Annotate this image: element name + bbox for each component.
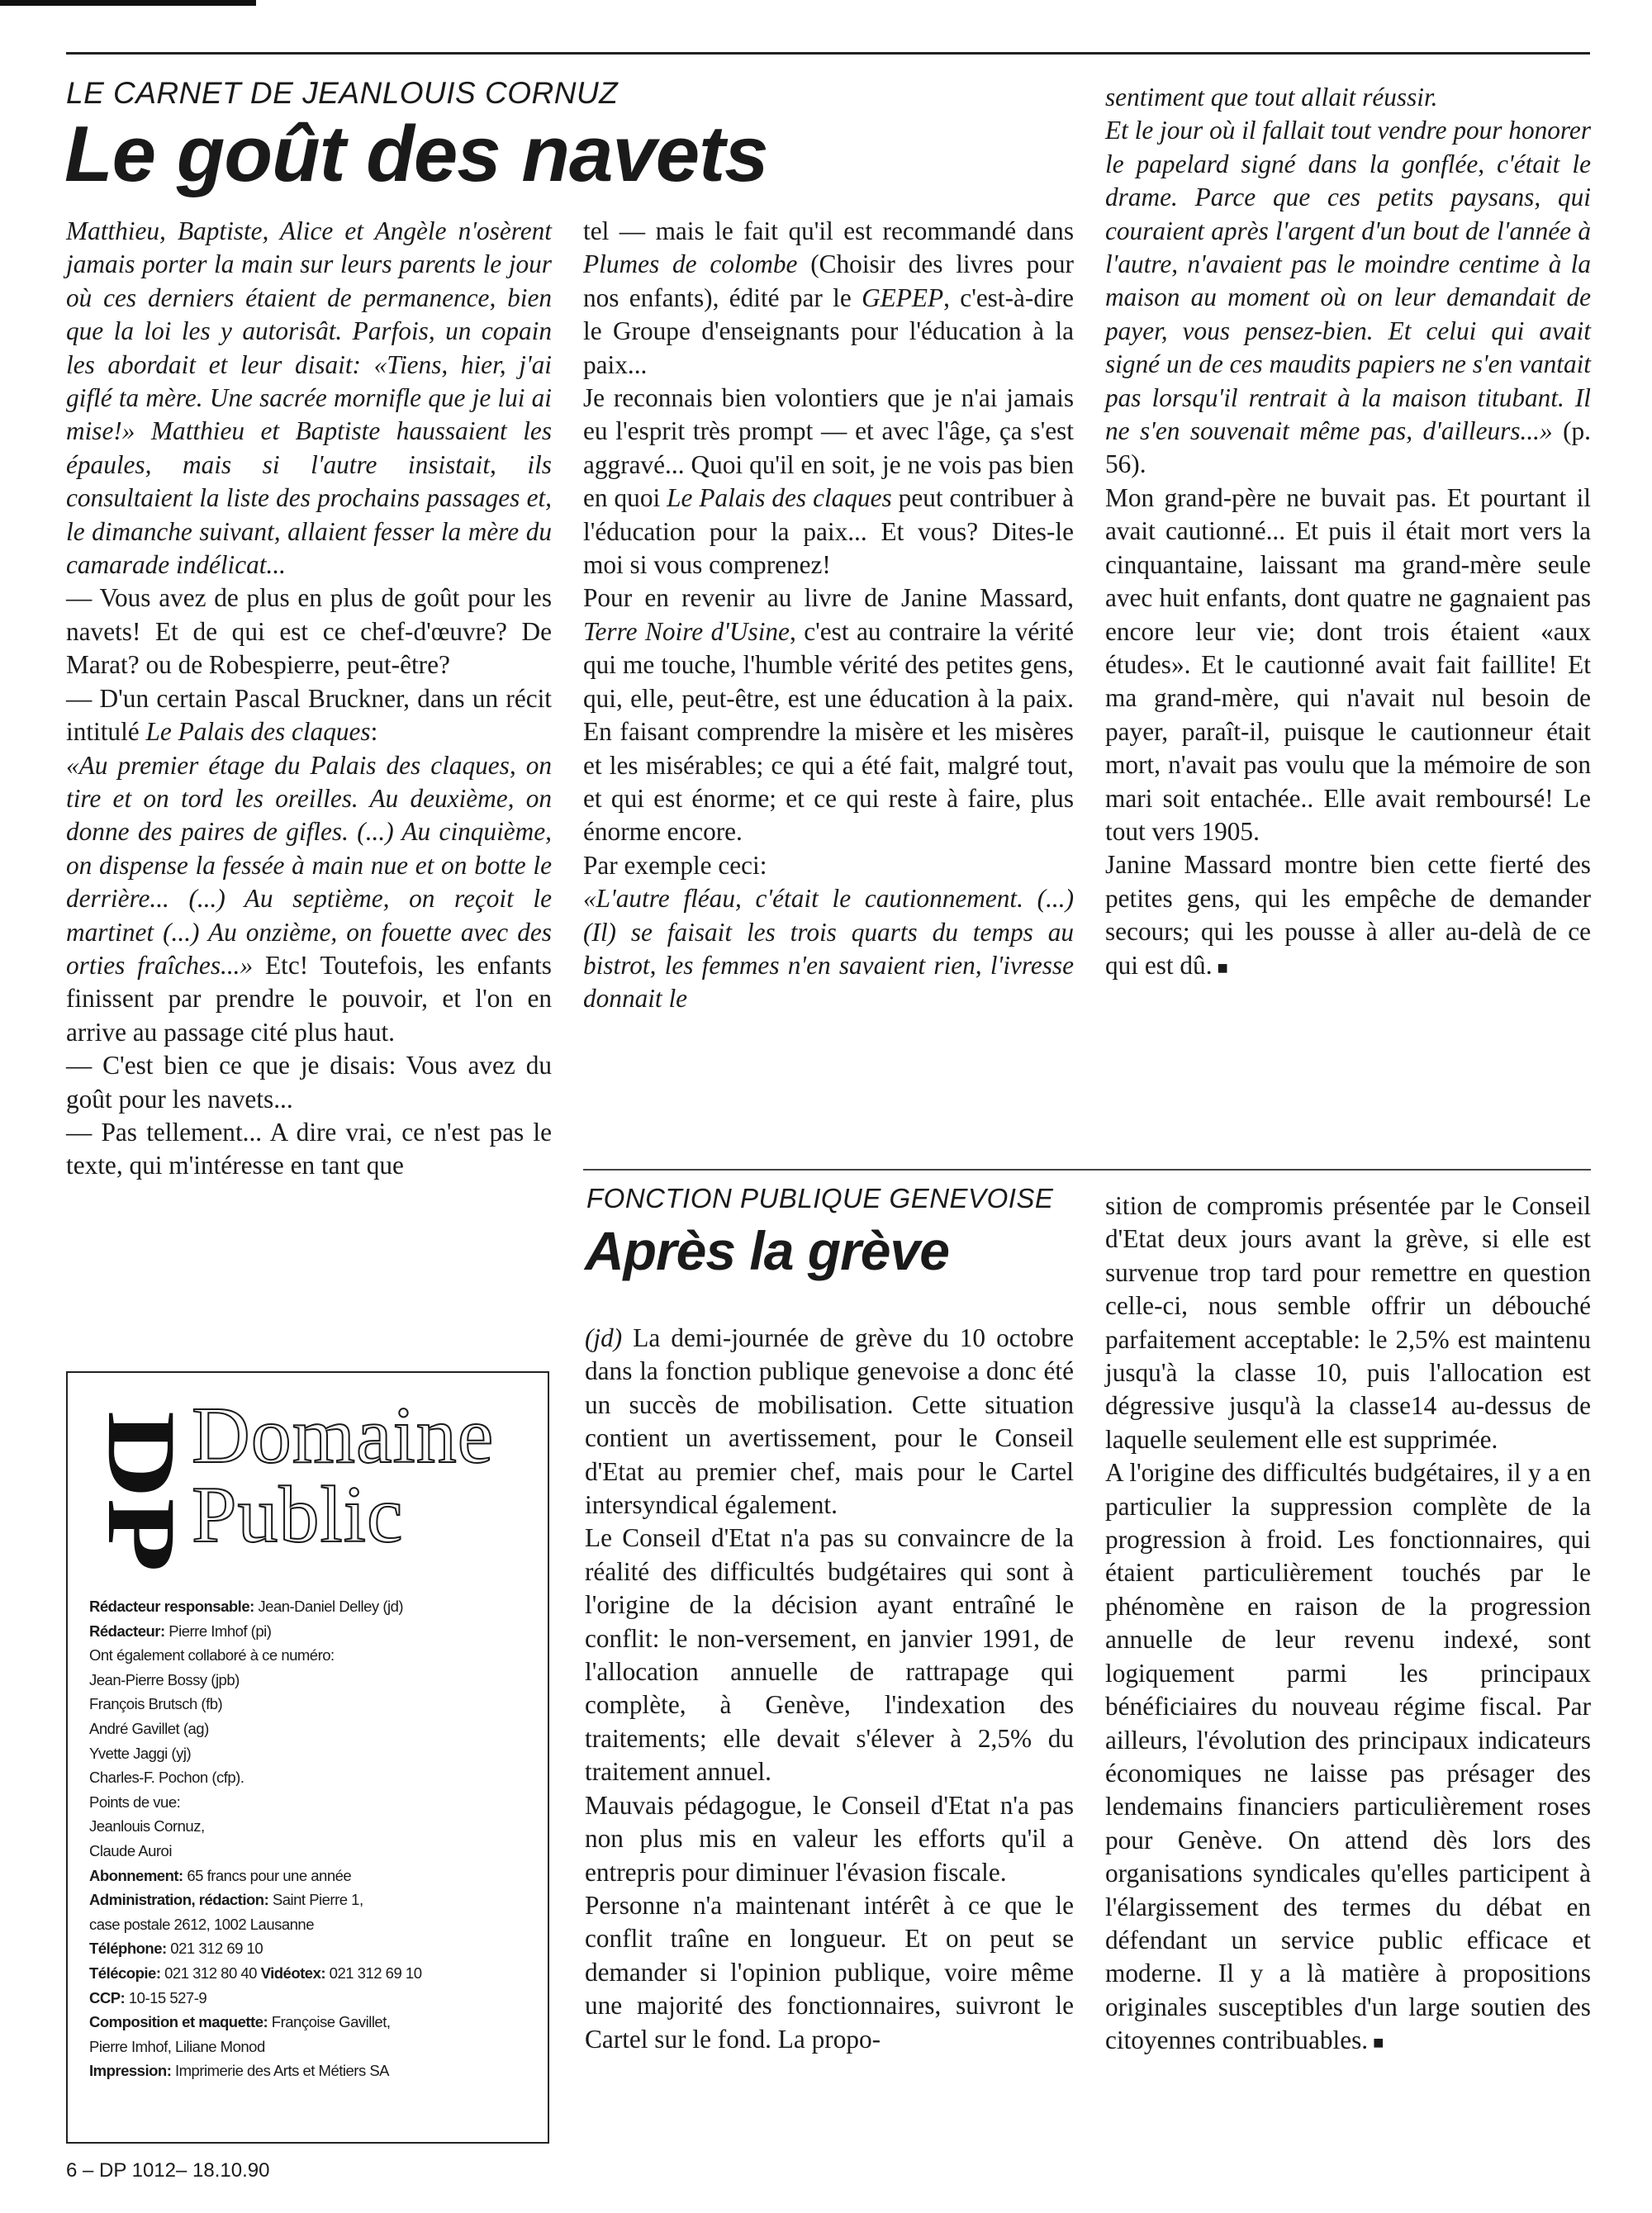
- credit-value: 65 francs pour une année: [183, 1866, 352, 1884]
- paragraph: Mauvais pédagogue, le Conseil d'Etat n'a pas non plus mis en valeur les efforts qu'il a entrepris pour diminuer l'évasion fiscale.: [585, 1790, 1074, 1887]
- text-run: — Pas tellement... A dire vrai, ce n'est pas le texte, qui m'intéresse en tant que: [66, 1117, 552, 1180]
- paragraph: [66, 582, 552, 681]
- credit-line: [89, 1912, 535, 1937]
- credit-line: [89, 1814, 535, 1839]
- italic-text: «Au premier étage du Palais des claques, on tire et on tord les oreilles. Au deuxième, on donne des paires de gifles. (...) Au cinquième, on dispense la fessée à main nue et on botte le derrière... (...) Au septième, on reçoit le martinet (...) Au onzième, on fouette avec des orties fraîches...»: [66, 750, 552, 980]
- text-run: (Choisir des livres pour nos enfants), édité par le: [583, 249, 1074, 312]
- masthead-box: [66, 1371, 549, 2144]
- credit-value: Imprimerie des Arts et Métiers SA: [171, 2062, 390, 2080]
- credit-label: Vidéotex:: [260, 1964, 326, 1982]
- article2-column-2: [1105, 1190, 1591, 2060]
- credit-line: [89, 1765, 535, 1790]
- credit-line: [89, 1936, 535, 1961]
- text-run: — Vous avez de plus en plus de goût pour les navets! Et de qui est ce chef-d'œuvre? De Marat? ou de Robespierre, peut-être?: [66, 583, 552, 680]
- paragraph: sition de compromis présentée par le Conseil d'Etat deux jours avant la grève, si elle est survenue trop tard pour remettre en question celle-ci, nous semble offrir un débouché parfaitement acceptable: le 2,5% est maintenu jusqu'à la classe 10, puis l'allocation est dégressive jusqu'à la classe14 au-dessus de laquelle seulement elle est supprimée.: [1105, 1191, 1591, 1454]
- masthead-title-line2: Public: [192, 1470, 404, 1560]
- credit-value: François Brutsch (fb): [89, 1695, 223, 1713]
- text-run: :: [370, 717, 378, 747]
- paragraph: Le Conseil d'Etat n'a pas su convaincre de la réalité des difficultés budgétaires qui sont à l'origine de la décision ayant entraîné le conflit: le non-versement, en janvier 1991, de l'allocation annuelle de rattrapage qui complète, à Genève, l'indexation des traitements; elle devait s'élever à 2,5% du traitement annuel.: [585, 1523, 1074, 1787]
- paragraph: [66, 1049, 552, 1116]
- credit-value: case postale 2612, 1002 Lausanne: [89, 1915, 315, 1933]
- credit-value: 10-15 527-9: [125, 1988, 207, 2006]
- paragraph: [66, 215, 552, 582]
- page-ref: (p. 56).: [1105, 416, 1591, 479]
- article2-kicker: FONCTION PUBLIQUE GENEVOISE: [586, 1183, 1054, 1213]
- article2-title: Après la grève: [585, 1220, 949, 1281]
- text-run: La demi-journée de grève du 10 octobre dans la fonction publique genevoise a donc été un succès de mobilisation. Cette situation contient un avertissement, pour le Conseil d'Etat au premier chef, mais pour le Cartel intersyndical également.: [585, 1323, 1074, 1520]
- top-rule: [66, 52, 1590, 55]
- paragraph: A l'origine des difficultés budgétaires, il y a en particulier la suppression complète de la progression à froid. Les fonctionnaires, qui étaient particulièrement touchés par le phénomène en raison de la progression annuelle de leur revenu indexé, sont logiquement parmi les principaux bénéficiaires du nouveau régime fiscal. Par ailleurs, l'évolution des principaux indicateurs économiques ne laisse pas présager des lendemains financiers particulièrement roses pour Genève. On attend dès lors des organisations syndicales qu'elles participent à l'élargissement des termes du débat en défendant un service public efficace et moderne. Il y a là matière à propositions originales susceptibles d'un large soutien des citoyennes contribuables.: [1105, 1458, 1591, 2055]
- credit-line: [89, 1643, 535, 1668]
- credit-label: Rédacteur:: [89, 1622, 165, 1640]
- text-run: Je reconnais bien volontiers que je n'ai jamais eu l'esprit très prompt — et avec l'âge, ça s'est aggravé... Quoi qu'il en soit, je ne vois pas bien en quoi: [583, 383, 1074, 513]
- credit-value: Pierre Imhof (pi): [164, 1622, 272, 1640]
- credit-line: [89, 1741, 535, 1766]
- credit-line: [89, 1692, 535, 1717]
- text-run: peut contribuer à l'éducation pour la paix... Et vous? Dites-le moi si vous comprenez!: [583, 483, 1075, 580]
- text-run: — C'est bien ce que je disais: Vous avez du goût pour les navets...: [66, 1051, 552, 1114]
- article1-kicker: LE CARNET DE JEANLOUIS CORNUZ: [66, 76, 619, 110]
- credit-value: Ont également collaboré à ce numéro:: [89, 1646, 335, 1664]
- paragraph: [66, 1116, 552, 1183]
- quote-paragraph: «L'autre fléau, c'était le cautionnement. (...) (Il) se faisait les trois quarts du temps au bistrot, les femmes n'en savaient rien, l'ivresse donnait le: [583, 884, 1074, 1014]
- book-title: Terre Noire d'Usine: [583, 616, 790, 646]
- acronym: GEPEP: [862, 283, 944, 312]
- credit-value: 021 312 69 10: [325, 1964, 422, 1982]
- credit-line: [89, 1668, 535, 1693]
- masthead-title-line1: Domaine: [192, 1391, 495, 1480]
- top-edge-bar: [0, 0, 256, 6]
- end-mark: ■: [1217, 957, 1228, 978]
- page-footer: 6 – DP 1012– 18.10.90: [66, 2159, 270, 2182]
- book-title: Le Palais des claques: [667, 483, 892, 513]
- article2-column-1: [585, 1322, 1074, 2056]
- credit-value: Jean-Pierre Bossy (jpb): [89, 1670, 240, 1688]
- credit-value: Claude Auroi: [89, 1841, 172, 1859]
- credit-line: [89, 1961, 535, 1986]
- credit-line: [89, 1790, 535, 1815]
- end-mark: ■: [1373, 2032, 1384, 2054]
- italic-text: Matthieu, Baptiste, Alice et Angèle n'osèrent jamais porter la main sur leurs parents le jour où ces derniers étaient de permanence, bien que la loi les y autorisât. Parfois, un copain les abordait et leur disait: «Tiens, hier, j'ai giflé ta mère. Une sacrée mornifle que je lui ai mise!» Matthieu et Baptiste haussaient les épaules, mais si l'autre insistait, ils consultaient la liste des prochains passages et, le dimanche suivant, allaient fesser la mère du camarade indélicat...: [66, 216, 552, 580]
- article1-column-1: [66, 215, 552, 1183]
- paragraph: [66, 749, 552, 1050]
- author-initials: (jd): [585, 1323, 623, 1352]
- masthead-credits: [89, 1594, 535, 2083]
- text-run: , c'est au contraire la vérité qui me touche, l'humble vérité des petites gens, qui, elle, peut-être, est une éducation à la paix. En faisant comprendre la misère et les misères et les misérables; ce qui a été fait, malgré tout, et qui est énorme; et ce qui reste à faire, plus énorme encore.: [583, 616, 1074, 847]
- quote-text: Et le jour où il fallait tout vendre pour honorer le papelard signé dans la gonflée, c'était le drame. Parce que ces petits paysans, qui couraient après l'argent d'un bout de l'année à l'autre, n'avaient pas le moindre centime à la maison au moment où on leur demandait de payer, vous pensez-bien. Et celui qui avait signé un de ces maudits papiers ne s'en vantait pas lorsqu'il rentrait à la maison titubant. Il ne s'en souvenait même pas, d'ailleurs...»: [1105, 116, 1591, 446]
- credit-value: Yvette Jaggi (yj): [89, 1744, 192, 1762]
- credit-label: Composition et maquette:: [89, 2013, 268, 2031]
- credit-label: Administration, rédaction:: [89, 1891, 269, 1909]
- credit-line: [89, 2010, 535, 2035]
- paragraph: [66, 682, 552, 749]
- credit-value: Saint Pierre 1,: [268, 1891, 363, 1909]
- text-run: Pour en revenir au livre de Janine Massard,: [583, 583, 1074, 613]
- article1-column-3: [1105, 81, 1591, 985]
- credit-line: [89, 1594, 535, 1619]
- credit-label: Abonnement:: [89, 1866, 183, 1884]
- book-title: Plumes de colombe: [583, 249, 798, 279]
- credit-line: [89, 1864, 535, 1888]
- text-run: tel — mais le fait qu'il est recommandé dans: [583, 216, 1074, 245]
- dp-logo-letters: DP: [88, 1411, 196, 1541]
- credit-line: [89, 1986, 535, 2011]
- text-run: — D'un certain Pascal Bruckner, dans un récit intitulé: [66, 683, 552, 747]
- masthead-title: [192, 1391, 495, 1560]
- article2-top-rule: [583, 1169, 1591, 1171]
- quote-paragraph: sentiment que tout allait réussir.: [1105, 83, 1438, 112]
- article1-title: Le goût des navets: [64, 110, 768, 198]
- credit-label: Impression:: [89, 2062, 172, 2080]
- credit-value: Françoise Gavillet,: [268, 2013, 391, 2031]
- credit-label: CCP:: [89, 1988, 126, 2006]
- credit-value: 021 312 69 10: [166, 1940, 263, 1958]
- credit-value: Points de vue:: [89, 1793, 181, 1811]
- credit-value: Jean-Daniel Delley (jd): [254, 1598, 404, 1615]
- credit-label: Télécopie:: [89, 1964, 161, 1982]
- paragraph: Par exemple ceci:: [583, 850, 767, 880]
- paragraph: Mon grand-père ne buvait pas. Et pourtant il avait cautionné... Et puis il était mort vers la cinquantaine, laissant ma grand-mère seule avec huit enfants, dont quatre ne gagnaient pas encore leur vie; dont trois étaient «aux études». Et le cautionné avait fait faillite! Et ma grand-mère, qui n'avait nul besoin de payer, paraît-il, puisque le cautionneur était mort, n'avait pas voulu que la mémoire de son mari soit entachée.. Elle avait remboursé! Le tout vers 1905.: [1105, 482, 1591, 846]
- credit-value: Jeanlouis Cornuz,: [89, 1817, 205, 1835]
- credit-line: [89, 2035, 535, 2059]
- credit-line: [89, 1619, 535, 1644]
- text-run: Etc! Toutefois, les enfants finissent par prendre le pouvoir, et l'on en arrive au passage cité plus haut.: [66, 950, 552, 1047]
- credit-line: [89, 1888, 535, 1912]
- credit-value: André Gavillet (ag): [89, 1719, 209, 1737]
- credit-value: Charles-F. Pochon (cfp).: [89, 1769, 244, 1787]
- paragraph: Personne n'a maintenant intérêt à ce que le conflit traîne en longueur. Et on peut se demander si l'opinion publique, voire même une majorité des fonctionnaires, suivront le Cartel sur le fond. La propo-: [585, 1890, 1074, 2054]
- paragraph: Janine Massard montre bien cette fierté des petites gens, qui les empêche de demander secours; qui les pousse à aller au-delà de ce qui est dû.: [1105, 850, 1591, 980]
- text-run: , c'est-à-dire le Groupe d'enseignants pour l'éducation à la paix...: [583, 283, 1074, 379]
- credit-label: Téléphone:: [89, 1940, 167, 1958]
- italic-text: Le Palais des claques: [145, 717, 371, 747]
- credit-line: [89, 1839, 535, 1864]
- credit-value: Pierre Imhof, Liliane Monod: [89, 2037, 265, 2055]
- credit-value: 021 312 80 40: [160, 1964, 261, 1982]
- credit-label: Rédacteur responsable:: [89, 1598, 254, 1615]
- credit-line: [89, 2059, 535, 2083]
- credit-line: [89, 1717, 535, 1741]
- article1-column-2: [583, 215, 1074, 1016]
